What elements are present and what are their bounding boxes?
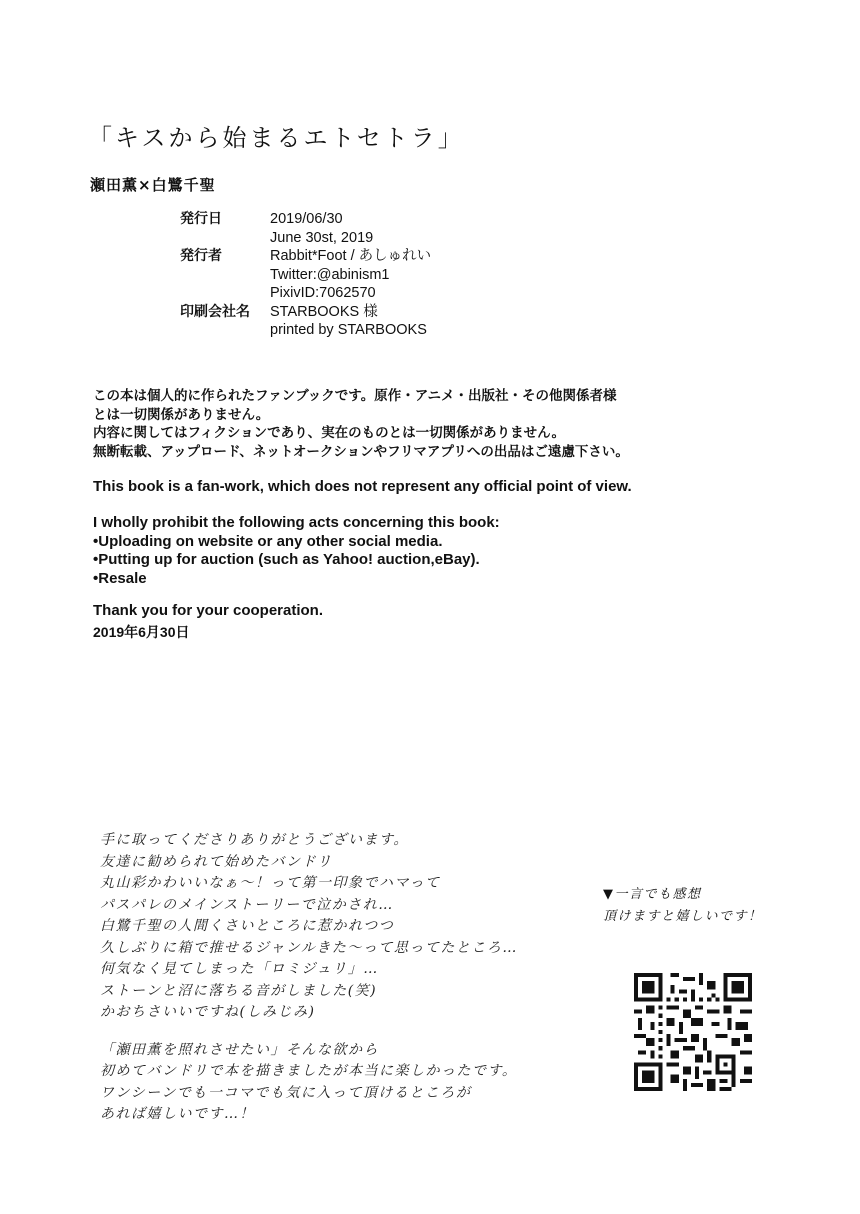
prohibition-line: •Putting up for auction (such as Yahoo! auction,eBay). bbox=[93, 551, 480, 568]
afterword-line: 手に取ってくださりありがとうございます。 bbox=[100, 832, 409, 848]
issue-date-en: June 30st, 2019 bbox=[270, 229, 374, 246]
afterword-line: ワンシーンでも一コマでも気に入って頂けるところが bbox=[100, 1084, 472, 1101]
prohibition-line: •Resale bbox=[93, 569, 147, 587]
feedback-line: 頂けますと嬉しいです！ bbox=[603, 909, 763, 924]
twitter-handle: Twitter:@abinism1 bbox=[270, 266, 390, 283]
feedback-line: ▼一言でも感想 bbox=[603, 887, 702, 902]
afterword-line: 友達に勧められて始めたバンドリ bbox=[100, 853, 333, 870]
feedback-request bbox=[603, 884, 763, 928]
disclaimer-jp bbox=[93, 387, 773, 461]
afterword bbox=[100, 830, 518, 1126]
afterword-line: パスパレのメインストーリーで泣かされ… bbox=[100, 896, 394, 913]
colophon bbox=[180, 210, 431, 340]
pairing-label: 瀬田薫×白鷺千聖 bbox=[90, 176, 216, 194]
printer-name-en: printed by STARBOOKS bbox=[270, 322, 427, 338]
colophon-printer-row bbox=[180, 303, 431, 322]
thanks-note: Thank you for your cooperation. bbox=[93, 602, 324, 619]
afterword-paragraph-2 bbox=[100, 1040, 518, 1126]
afterword-line: 白鷺千聖の人間くさいところに惹かれつつ bbox=[100, 918, 395, 934]
prohibition-list bbox=[93, 514, 500, 588]
qr-code-icon[interactable] bbox=[634, 970, 752, 1094]
colophon-issue-row bbox=[180, 210, 431, 229]
afterword-line: 何気なく見てしまった「ロミジュリ」… bbox=[100, 961, 379, 977]
disclaimer-line: とは一切関係がありません。 bbox=[93, 406, 270, 423]
disclaimer-line: 内容に関してはフィクションであり、実在のものとは一切関係がありません。 bbox=[93, 425, 565, 441]
afterword-line: 久しぶりに箱で推せるジャンルきた〜って思ってたところ… bbox=[100, 939, 518, 956]
afterword-line: 丸山彩かわいいなぁ〜！って第一印象でハマって bbox=[100, 875, 441, 891]
issue-label: 発行日 bbox=[180, 211, 222, 227]
book-title: 「キスから始まるエトセトラ」 bbox=[88, 124, 465, 152]
printer-label: 印刷会社名 bbox=[180, 303, 250, 320]
prohibition-line: I wholly prohibit the following acts concerning this book: bbox=[93, 514, 500, 531]
disclaimer-line: 無断転載、アップロード、ネットオークションやフリマアプリへの出品はご遠慮下さい。 bbox=[93, 443, 629, 460]
issue-date-jp: 2019/06/30 bbox=[270, 211, 343, 227]
afterword-paragraph-1 bbox=[100, 830, 518, 1024]
prohibition-line: •Uploading on website or any other social media. bbox=[93, 532, 443, 550]
pixiv-id: PixivID:7062570 bbox=[270, 285, 376, 301]
afterword-line: あれば嬉しいです…！ bbox=[100, 1106, 255, 1122]
closing-date: 2019年6月30日 bbox=[93, 624, 190, 640]
printer-name-jp: STARBOOKS 様 bbox=[270, 303, 378, 320]
afterword-line: ストーンと沼に落ちる音がしました(笑) bbox=[100, 982, 378, 999]
fanwork-note: This book is a fan-work, which does not represent any official point of view. bbox=[93, 478, 632, 495]
afterword-line: 「瀬田薫を照れさせたい」そんな欲から bbox=[100, 1041, 379, 1058]
colophon-publisher-row bbox=[180, 247, 431, 266]
afterword-line: 初めてバンドリで本を描きましたが本当に楽しかったです。 bbox=[100, 1063, 518, 1079]
publisher-name: Rabbit*Foot / あしゅれい bbox=[270, 248, 432, 264]
publisher-label: 発行者 bbox=[180, 248, 222, 264]
afterword-line: かおちさいいですね(しみじみ) bbox=[100, 1004, 316, 1020]
disclaimer-line: この本は個人的に作られたファンブックです。原作・アニメ・出版社・その他関係者様 bbox=[93, 388, 617, 404]
